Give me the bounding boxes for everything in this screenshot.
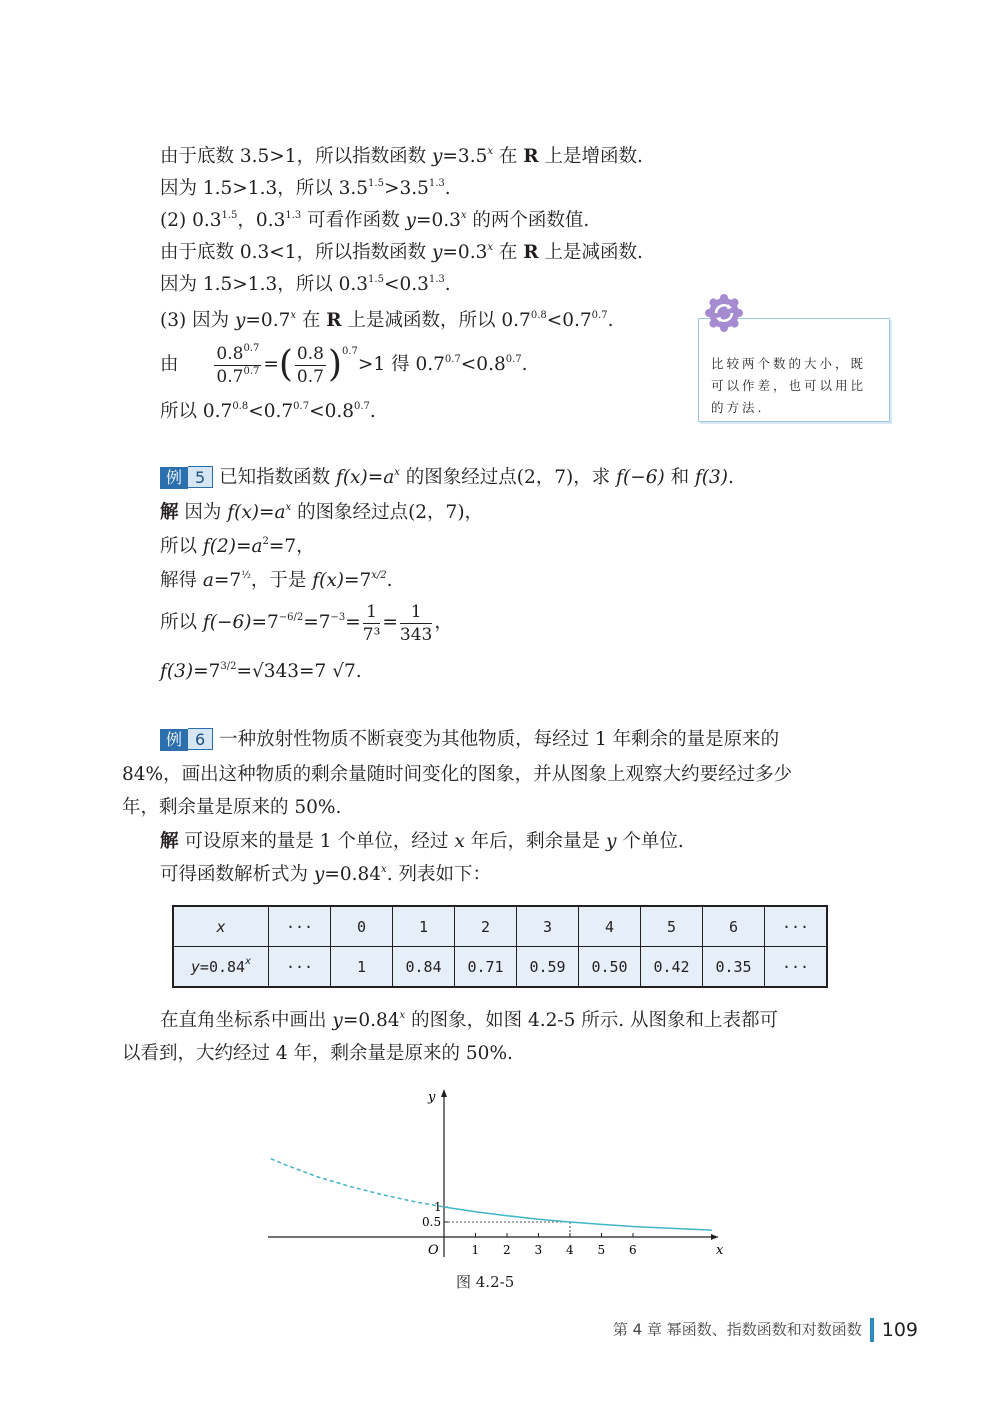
text-line-6: (3) 因为 $y=0.7^x$ 在 R 上是减函数，所以 $0.7^{0.8}<0.7^{0.7}$. bbox=[160, 310, 614, 331]
refresh-icon bbox=[704, 293, 744, 333]
example-5-question: 例 5 已知指数函数 $f(x)=a^x$ 的图象经过点(2，7)，求 f(−6) 和 f(3). bbox=[160, 464, 734, 492]
table-cell: ··· bbox=[765, 947, 828, 988]
table-cell: ··· bbox=[269, 906, 331, 947]
text-line-1: 由于底数 3.5>1，所以指数函数 $y=3.5^x$ 在 R 上是增函数. bbox=[160, 146, 643, 167]
fraction-1: $\frac{0.8^{0.7}}{0.7^{0.7}}$ bbox=[216, 342, 260, 387]
table-row bbox=[173, 906, 827, 947]
example-5-solution-1: 解 因为 $f(x)=a^x$ 的图象经过点(2，7)， bbox=[160, 502, 484, 523]
table-row bbox=[173, 947, 827, 988]
table-cell: x bbox=[173, 906, 269, 947]
table-cell: 4 bbox=[579, 906, 641, 947]
example-5-solution-2: 所以 $f(2)=a^2=7$， bbox=[160, 536, 315, 557]
text-line-2: 因为 1.5>1.3，所以 $3.5^{1.5}>3.5^{1.3}$. bbox=[160, 178, 451, 199]
x-axis-label: x bbox=[716, 1243, 724, 1258]
example-6-solution-1: 解 可设原来的量是 1 个单位，经过 x 年后，剩余量是 y 个单位. bbox=[160, 831, 684, 852]
table-cell: 0.71 bbox=[455, 947, 517, 988]
fraction-3: $\frac{1}{\text{7³}}$ bbox=[362, 601, 381, 645]
text-line-5: 因为 1.5>1.3，所以 $0.3^{1.5}<0.3^{1.3}$. bbox=[160, 274, 451, 295]
curve-solid bbox=[444, 1207, 712, 1230]
example-number: 5 bbox=[188, 466, 213, 488]
table-cell: 0.59 bbox=[517, 947, 579, 988]
paragraph-line-2: 以看到，大约经过 4 年，剩余量是原来的 50%. bbox=[122, 1043, 513, 1064]
table-cell: ··· bbox=[269, 947, 331, 988]
example-label: 例 bbox=[160, 729, 188, 751]
exponential-decay-chart bbox=[258, 1085, 728, 1265]
example-6-question-2: 84%，画出这种物质的剩余量随时间变化的图象，并从图象上观察大约要经过多少 bbox=[122, 764, 793, 785]
x-tick-label: 4 bbox=[566, 1243, 574, 1257]
page-number: 109 bbox=[881, 1319, 918, 1341]
x-axis-arrow bbox=[711, 1234, 718, 1240]
example-6-question-1: 例 6 一种放射性物质不断衰变为其他物质，每经过 1 年剩余的量是原来的 bbox=[160, 726, 779, 754]
footer-divider bbox=[870, 1318, 874, 1342]
fraction-2: $\frac{0.8}{0.7}$ bbox=[296, 343, 324, 387]
y-tick-label: 0.5 bbox=[422, 1215, 442, 1229]
table-cell: ··· bbox=[765, 906, 828, 947]
side-note-box bbox=[698, 318, 890, 422]
table-cell: 1 bbox=[331, 947, 393, 988]
chapter-title: 第 4 章 幂函数、指数函数和对数函数 bbox=[612, 1320, 862, 1339]
example-5-solution-4: 所以 $f(-6)=7^{-6/2}=7^{-3}=$ $\frac{1}{\text{7³}}$ = $\frac{1}{343}$ ， bbox=[160, 601, 453, 645]
example-6-solution-2: 可得函数解析式为 $y=0.84^x$. 列表如下： bbox=[160, 864, 491, 885]
x-tick-label: 1 bbox=[471, 1243, 480, 1257]
text-line-7: 由 $\frac{0.8^{0.7}}{0.7^{0.7}}$ =( $\frac{0.8}{0.7}$ )$^{0.7}$>1 得 $0.7^{0.7}<0.8^{0.7}$. bbox=[160, 342, 528, 387]
example-number: 6 bbox=[188, 728, 213, 750]
table-cell: 3 bbox=[517, 906, 579, 947]
example-5-solution-5: $f(3)=7^{3/2}=√343=7$ √7. bbox=[160, 661, 362, 682]
table-cell: 1 bbox=[393, 906, 455, 947]
table-cell: 2 bbox=[455, 906, 517, 947]
table-cell: 0.84 bbox=[393, 947, 455, 988]
text-line-4: 由于底数 0.3<1，所以指数函数 $y=0.3^x$ 在 R 上是减函数. bbox=[160, 242, 643, 263]
x-tick-label: 6 bbox=[629, 1243, 637, 1257]
table-cell: 0.35 bbox=[703, 947, 765, 988]
table-cell: 5 bbox=[641, 906, 703, 947]
x-tick-label: 3 bbox=[534, 1243, 543, 1257]
y-axis-label: y bbox=[428, 1090, 436, 1105]
table-cell: 0.50 bbox=[579, 947, 641, 988]
example-label: 例 bbox=[160, 467, 188, 489]
curve-dashed bbox=[271, 1159, 444, 1207]
paragraph-line-1: 在直角坐标系中画出 $y=0.84^x$ 的图象，如图 4.2-5 所示. 从图象和上表都可 bbox=[160, 1010, 779, 1031]
table-cell: 0.42 bbox=[641, 947, 703, 988]
table-cell: $y=0.84^x$ bbox=[173, 947, 269, 988]
fraction-4: $\frac{1}{343}$ bbox=[399, 601, 433, 645]
table-cell: 0 bbox=[331, 906, 393, 947]
text-line-8: 所以 $0.7^{0.8}<0.7^{0.7}<0.8^{0.7}$. bbox=[160, 401, 376, 422]
table-cell: 6 bbox=[703, 906, 765, 947]
text-line-3: (2) $0.3^{1.5}$，$0.3^{1.3}$ 可看作函数 $y=0.3^x$ 的两个函数值. bbox=[160, 210, 590, 231]
side-note-text: 比较两个数的大小，既可以作差，也可以用比的方法. bbox=[711, 356, 867, 415]
example-5-solution-3: 解得 $a=7^{\frac{1}{2}}$，于是 $f(x)=7^{x/2}$. bbox=[160, 570, 393, 591]
x-tick-label: 2 bbox=[503, 1243, 511, 1257]
example-6-question-3: 年，剩余量是原来的 50%. bbox=[122, 797, 342, 818]
y-tick-label: 1 bbox=[434, 1200, 442, 1214]
y-axis-arrow bbox=[441, 1089, 447, 1097]
value-table bbox=[172, 905, 828, 988]
origin-label: O bbox=[428, 1243, 439, 1258]
figure-caption: 图 4.2-5 bbox=[456, 1273, 515, 1291]
page-footer bbox=[613, 1318, 918, 1342]
x-tick-label: 5 bbox=[597, 1243, 606, 1257]
